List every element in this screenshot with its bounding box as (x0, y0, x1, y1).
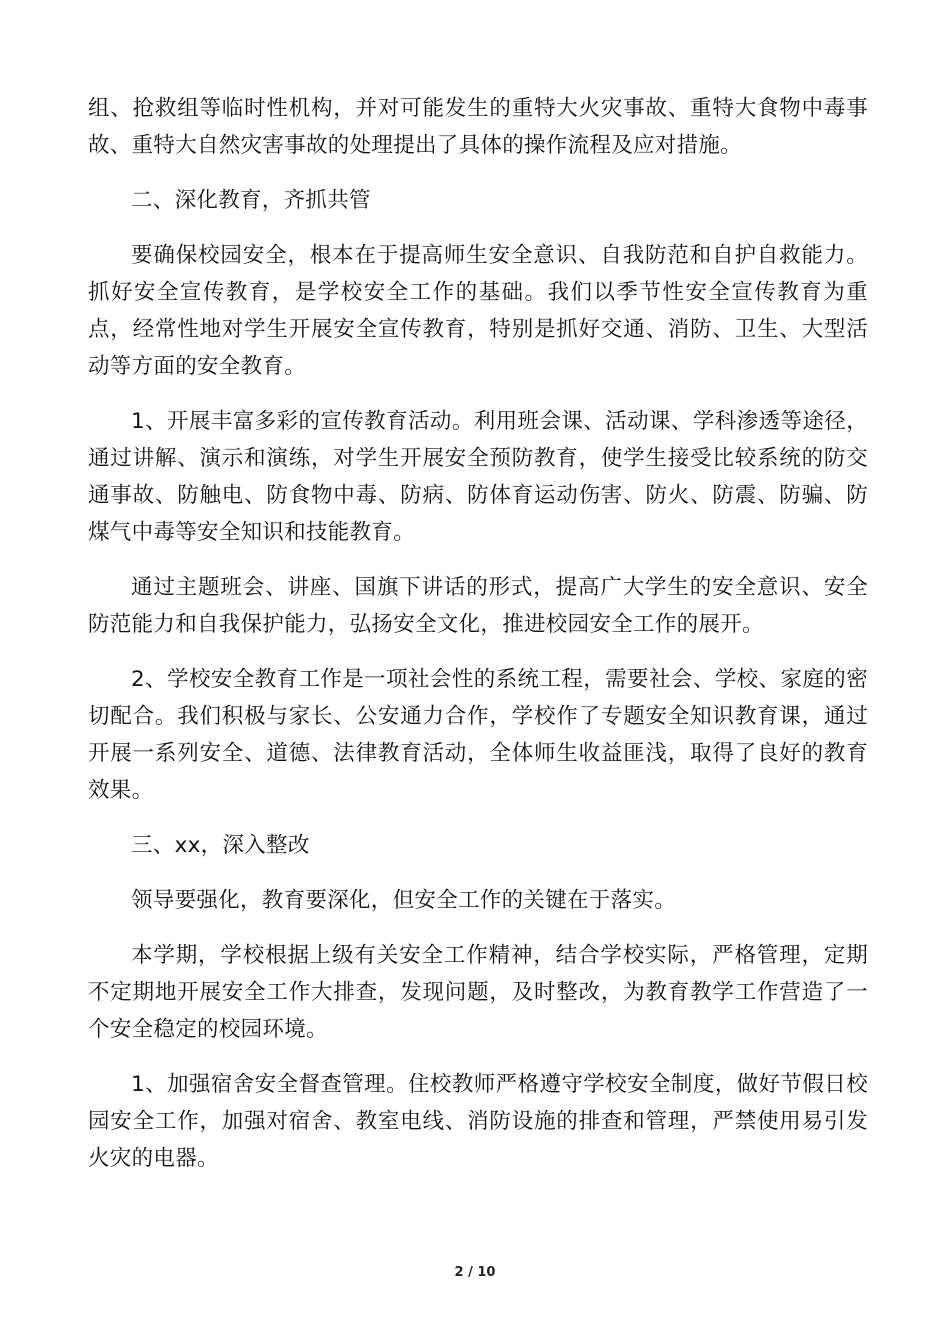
paragraph: 领导要强化，教育要深化，但安全工作的关键在于落实。 (131, 888, 677, 913)
paragraph-continuation: 组、抢救组等临时性机构，并对可能发生的重特大火灾事故、重特大食物中毒事故、重特大自然灾害事故的处理提出了具体的操作流程及应对措施。 (88, 96, 868, 158)
paragraph: 2、学校安全教育工作是一项社会性的系统工程，需要社会、学校、家庭的密切配合。我们积极与家长、公安通力合作，学校作了专题安全知识教育课，通过开展一系列安全、道德、法律教育活动，全体师生收益匪浅，取得了良好的教育效果。 (88, 667, 868, 803)
section-heading-3: 三、xx，深入整改 (131, 833, 310, 858)
paragraph: 1、加强宿舍安全督查管理。住校教师严格遵守学校安全制度，做好节假日校园安全工作，加强对宿舍、教室电线、消防设施的排查和管理，严禁使用易引发火灾的电器。 (88, 1072, 868, 1171)
paragraph: 要确保校园安全，根本在于提高师生安全意识、自我防范和自护自救能力。抓好安全宣传教育，是学校安全工作的基础。我们以季节性安全宣传教育为重点，经常性地对学生开展安全宣传教育，特别是抓好交通、消防、卫生、大型活动等方面的安全教育。 (88, 243, 868, 379)
paragraph: 1、开展丰富多彩的宣传教育活动。利用班会课、活动课、学科渗透等途径，通过讲解、演示和演练，对学生开展安全预防教育，使学生接受比较系统的防交通事故、防触电、防食物中毒、防病、防体育运动伤害、防火、防震、防骗、防煤气中毒等安全知识和技能教育。 (88, 409, 868, 545)
section-heading-2: 二、深化教育，齐抓共管 (131, 188, 371, 213)
page-number: 2 / 10 (454, 1265, 496, 1280)
paragraph: 通过主题班会、讲座、国旗下讲话的形式，提高广大学生的安全意识、安全防范能力和自我保护能力，弘扬安全文化，推进校园安全工作的展开。 (88, 575, 868, 637)
paragraph: 本学期，学校根据上级有关安全工作精神，结合学校实际，严格管理，定期不定期地开展安全工作大排查，发现问题，及时整改，为教育教学工作营造了一个安全稳定的校园环境。 (88, 943, 868, 1042)
document-body (88, 90, 868, 1177)
